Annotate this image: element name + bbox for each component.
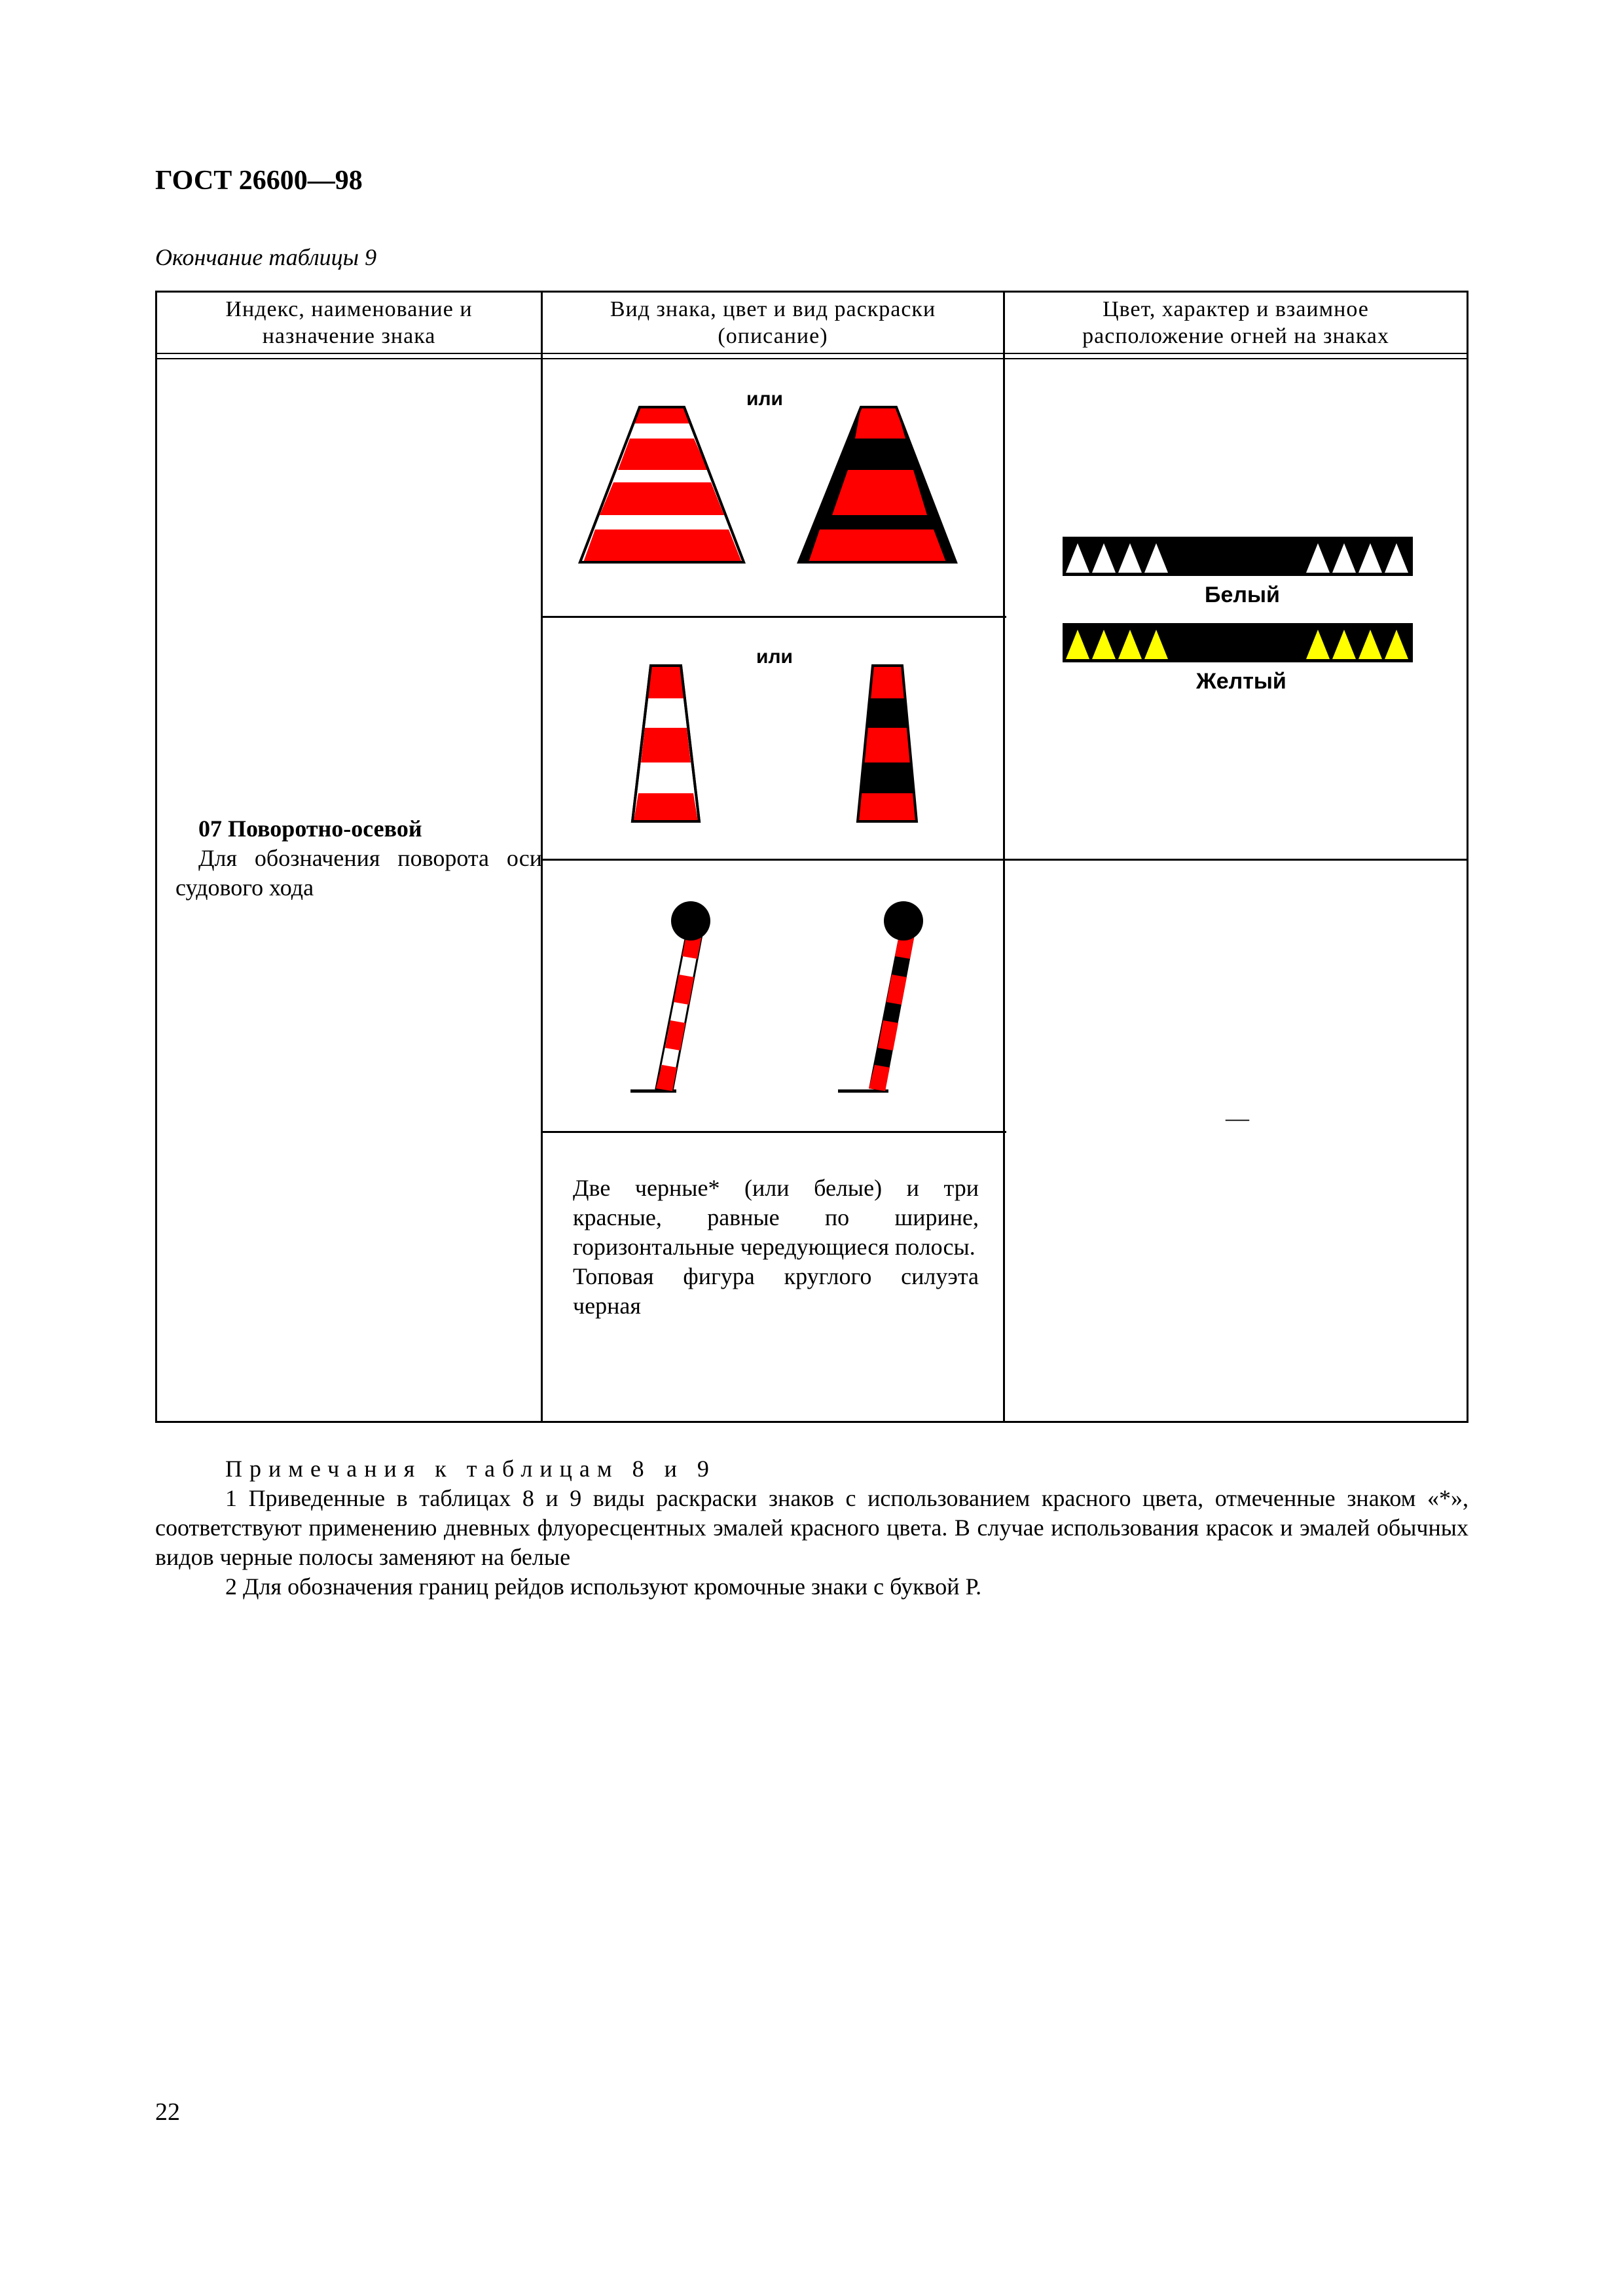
- sign-name: 07 Поворотно-осевой: [198, 816, 422, 842]
- notes-heading: Примечания к таблицам 8 и 9: [225, 1456, 716, 1482]
- or-label: или: [756, 646, 793, 668]
- or-label: или: [746, 388, 783, 410]
- white-lights-bar: [1063, 537, 1413, 576]
- column-header-appearance: Вид знака, цвет и вид раскраски (описание): [610, 297, 936, 348]
- table-continuation-label: Окончание таблицы 9: [155, 244, 377, 270]
- light-color-label-yellow: Желтый: [1196, 669, 1286, 694]
- column-header-index: Индекс, наименование и назначение знака: [225, 297, 473, 348]
- table-notes: [155, 1454, 1468, 1602]
- light-color-label-white: Белый: [1205, 583, 1280, 607]
- sign-description: Две черные* (или белые) и три красные, равные по ширине, горизонтальные чередующиеся полосы. Топовая фигура круглого силуэта черная: [573, 1175, 979, 1319]
- yellow-lights-bar: [1063, 623, 1413, 662]
- document-title: ГОСТ 26600—98: [155, 166, 363, 196]
- page-number: 22: [155, 2098, 180, 2126]
- lights-illustrations: [157, 293, 1467, 1425]
- no-lights-dash: —: [1226, 1105, 1249, 1131]
- column-header-lights: Цвет, характер и взаимное расположение огней на знаках: [1082, 297, 1389, 348]
- note-2: 2 Для обозначения границ рейдов используют кромочные знаки с буквой Р.: [225, 1573, 982, 1600]
- note-1: 1 Приведенные в таблицах 8 и 9 виды раскраски знаков с использованием красного цвета, отмеченные знаком «*», соответствуют применению дневных флуоресцентных эмалей красного цвета. В случае использования красок и эмалей обычных видов черные полосы заменяют на белые: [155, 1485, 1468, 1570]
- signs-table: [155, 291, 1468, 1423]
- sign-purpose: Для обозначения поворота оси судового хода: [175, 845, 542, 901]
